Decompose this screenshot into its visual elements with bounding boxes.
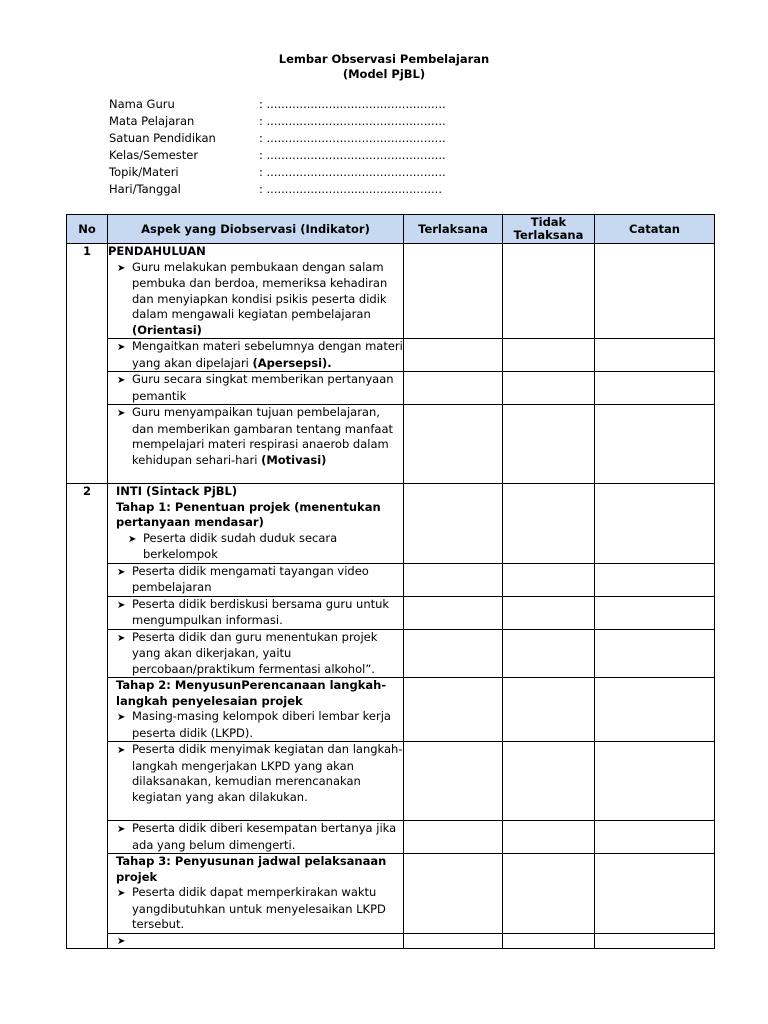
list-item bbox=[108, 405, 403, 468]
catatan-cell[interactable] bbox=[595, 854, 715, 934]
info-label: Mata Pelajaran bbox=[109, 114, 195, 128]
item-text: Guru melakukan pembukaan dengan salam pembuka dan berdoa, memeriksa kehadiran dan menyiapkan kondisi psikis peserta didik dalam mengawali kegiatan pembelajaran bbox=[132, 259, 388, 321]
catatan-cell[interactable] bbox=[595, 821, 715, 854]
table-row bbox=[67, 629, 715, 678]
list-item bbox=[108, 821, 403, 853]
observation-table bbox=[66, 214, 715, 949]
arrowhead-bullet-icon: ➤ bbox=[117, 632, 126, 644]
terlaksana-cell[interactable] bbox=[404, 854, 503, 934]
tidak-terlaksana-cell[interactable] bbox=[503, 563, 595, 596]
table-row bbox=[67, 678, 715, 742]
table-row bbox=[67, 484, 715, 564]
info-row-topik-materi bbox=[109, 164, 446, 181]
aspect-cell bbox=[108, 563, 404, 596]
info-row-satuan-pendidikan bbox=[109, 130, 446, 147]
item-text: Peserta didik mengamati tayangan video pembelajaran bbox=[132, 563, 369, 594]
list-item bbox=[108, 885, 403, 933]
stage-heading: Tahap 1: Penentuan projek (menentukan pertanyaan mendasar) bbox=[116, 499, 381, 529]
terlaksana-cell[interactable] bbox=[404, 742, 503, 821]
info-row-kelas-semester bbox=[109, 147, 446, 164]
row-number: 1 bbox=[67, 244, 108, 484]
aspect-cell bbox=[108, 854, 404, 934]
aspect-cell bbox=[108, 629, 404, 678]
arrowhead-bullet-icon: ➤ bbox=[128, 533, 137, 545]
item-bold-text: (Motivasi) bbox=[261, 452, 327, 467]
tidak-terlaksana-cell[interactable] bbox=[503, 596, 595, 629]
item-text: Peserta didik menyimak kegiatan dan langkah-langkah mengerjakan LKPD yang akan dilaksanakan, kemudian merencanakan kegiatan yang akan dilakukan. bbox=[132, 742, 403, 804]
catatan-cell[interactable] bbox=[595, 742, 715, 821]
aspect-cell bbox=[108, 742, 404, 821]
item-text: Peserta didik sudah duduk secara berkelompok bbox=[143, 530, 338, 561]
list-item bbox=[108, 564, 403, 596]
arrowhead-bullet-icon: ➤ bbox=[117, 262, 126, 274]
arrowhead-bullet-icon: ➤ bbox=[117, 824, 126, 835]
row-number: 2 bbox=[67, 484, 108, 949]
catatan-cell[interactable] bbox=[595, 629, 715, 678]
title-line-2: (Model PjBL) bbox=[342, 67, 426, 81]
aspect-cell bbox=[108, 821, 404, 854]
table-row bbox=[67, 821, 715, 854]
info-value: : ................................................. bbox=[259, 165, 446, 179]
stage-heading: Tahap 3: Penyusunan jadwal pelaksanaan projek bbox=[116, 854, 387, 884]
terlaksana-cell[interactable] bbox=[404, 484, 503, 564]
info-label: Hari/Tanggal bbox=[109, 182, 181, 196]
terlaksana-cell[interactable] bbox=[404, 629, 503, 678]
aspect-cell bbox=[108, 596, 404, 629]
title-line-1: Lembar Observasi Pembelajaran bbox=[278, 52, 490, 66]
catatan-cell[interactable] bbox=[595, 244, 715, 339]
item-text: Peserta didik diberi kesempatan bertanya jika ada yang belum dimengerti. bbox=[132, 821, 397, 852]
arrowhead-bullet-icon: ➤ bbox=[117, 745, 126, 756]
info-label: Topik/Materi bbox=[109, 165, 179, 179]
table-row bbox=[67, 596, 715, 629]
list-item bbox=[108, 742, 403, 805]
header-catatan: Catatan bbox=[595, 215, 715, 244]
document-title bbox=[0, 52, 768, 82]
arrowhead-bullet-icon: ➤ bbox=[117, 935, 126, 947]
info-row-nama-guru bbox=[109, 96, 446, 113]
terlaksana-cell[interactable] bbox=[404, 372, 503, 405]
table-row bbox=[67, 372, 715, 405]
aspect-cell bbox=[108, 484, 404, 564]
item-text: Peserta didik dapat memperkirakan waktu yangdibutuhkan untuk menyelesaikan LKPD tersebut. bbox=[132, 885, 386, 931]
tidak-terlaksana-cell[interactable] bbox=[503, 742, 595, 821]
info-label: Nama Guru bbox=[109, 97, 175, 111]
catatan-cell[interactable] bbox=[595, 563, 715, 596]
header-tidak-line-1: Tidak bbox=[530, 215, 567, 229]
info-row-mata-pelajaran bbox=[109, 113, 446, 130]
header-aspek: Aspek yang Diobservasi (Indikator) bbox=[108, 215, 404, 244]
terlaksana-cell[interactable] bbox=[404, 821, 503, 854]
table-header-row bbox=[67, 215, 715, 244]
item-text: Masing-masing kelompok diberi lembar kerja peserta didik (LKPD). bbox=[132, 709, 391, 740]
tidak-terlaksana-cell[interactable] bbox=[503, 629, 595, 678]
terlaksana-cell[interactable] bbox=[404, 678, 503, 742]
tidak-terlaksana-cell[interactable] bbox=[503, 854, 595, 934]
table-row bbox=[67, 563, 715, 596]
section-heading: INTI (Sintack PjBL) bbox=[116, 484, 238, 498]
header-terlaksana: Terlaksana bbox=[404, 215, 503, 244]
table-row bbox=[67, 854, 715, 934]
tidak-terlaksana-cell[interactable] bbox=[503, 244, 595, 339]
aspect-cell bbox=[108, 244, 404, 339]
arrowhead-bullet-icon: ➤ bbox=[117, 599, 126, 611]
aspect-cell bbox=[108, 339, 404, 372]
item-text: Mengaitkan materi sebelumnya dengan materi yang akan dipelajari bbox=[132, 339, 403, 370]
aspect-cell bbox=[108, 372, 404, 405]
arrowhead-bullet-icon: ➤ bbox=[117, 342, 126, 353]
info-value: : ................................................. bbox=[259, 97, 446, 111]
item-text: Peserta didik berdiskusi bersama guru untuk mengumpulkan informasi. bbox=[132, 596, 390, 627]
list-item bbox=[108, 630, 403, 678]
arrowhead-bullet-icon: ➤ bbox=[117, 408, 126, 419]
tidak-terlaksana-cell[interactable] bbox=[503, 678, 595, 742]
aspect-cell bbox=[108, 405, 404, 484]
table-row bbox=[67, 244, 715, 339]
tidak-terlaksana-cell[interactable] bbox=[503, 339, 595, 372]
header-tidak-terlaksana bbox=[503, 215, 595, 244]
item-bold-text: (Orientasi) bbox=[132, 322, 202, 337]
arrowhead-bullet-icon: ➤ bbox=[117, 566, 126, 578]
list-item bbox=[108, 597, 403, 629]
tidak-terlaksana-cell[interactable] bbox=[503, 933, 595, 948]
info-label: Satuan Pendidikan bbox=[109, 131, 216, 145]
table-row bbox=[67, 742, 715, 821]
info-value: : ................................................. bbox=[259, 114, 446, 128]
terlaksana-cell[interactable] bbox=[404, 563, 503, 596]
table-row bbox=[67, 339, 715, 372]
catatan-cell[interactable] bbox=[595, 372, 715, 405]
tidak-terlaksana-cell[interactable] bbox=[503, 821, 595, 854]
catatan-cell[interactable] bbox=[595, 678, 715, 742]
info-label: Kelas/Semester bbox=[109, 148, 199, 162]
info-value: : ................................................. bbox=[259, 131, 446, 145]
list-item bbox=[108, 339, 403, 371]
catatan-cell[interactable] bbox=[595, 339, 715, 372]
list-item bbox=[108, 372, 403, 404]
arrowhead-bullet-icon: ➤ bbox=[117, 712, 126, 723]
catatan-cell[interactable] bbox=[595, 596, 715, 629]
item-text: Guru secara singkat memberikan pertanyaan pemantik bbox=[132, 372, 394, 403]
arrowhead-bullet-icon: ➤ bbox=[117, 888, 126, 899]
catatan-cell[interactable] bbox=[595, 405, 715, 484]
arrowhead-bullet-icon: ➤ bbox=[117, 375, 126, 386]
catatan-cell[interactable] bbox=[595, 933, 715, 948]
list-item bbox=[108, 709, 403, 741]
info-row-hari-tanggal bbox=[109, 181, 446, 198]
header-no: No bbox=[67, 215, 108, 244]
terlaksana-cell[interactable] bbox=[404, 244, 503, 339]
item-text: Guru menyampaikan tujuan pembelajaran, dan memberikan gambaran tentang manfaat mempelajari materi respirasi anaerob dalam kehidupan sehari-hari bbox=[132, 405, 393, 467]
terlaksana-cell[interactable] bbox=[404, 933, 503, 948]
info-value: : ................................................ bbox=[259, 182, 442, 196]
tidak-terlaksana-cell[interactable] bbox=[503, 405, 595, 484]
item-text: Peserta didik dan guru menentukan projek yang akan dikerjakan, yaitu percobaan/praktikum fermentasi alkohol”. bbox=[132, 629, 378, 676]
terlaksana-cell[interactable] bbox=[404, 596, 503, 629]
info-value: : ................................................. bbox=[259, 148, 446, 162]
table-row bbox=[67, 933, 715, 948]
aspect-cell bbox=[108, 933, 404, 948]
header-tidak-line-2: Terlaksana bbox=[513, 228, 584, 242]
terlaksana-cell[interactable] bbox=[404, 339, 503, 372]
item-bold-text: (Apersepsi). bbox=[252, 355, 332, 370]
table-row bbox=[67, 405, 715, 484]
aspect-cell bbox=[108, 678, 404, 742]
terlaksana-cell[interactable] bbox=[404, 405, 503, 484]
section-heading: PENDAHULUAN bbox=[108, 244, 206, 258]
list-item bbox=[108, 260, 403, 339]
tidak-terlaksana-cell[interactable] bbox=[503, 372, 595, 405]
tidak-terlaksana-cell[interactable] bbox=[503, 484, 595, 564]
list-item bbox=[108, 531, 403, 563]
list-item bbox=[108, 934, 403, 948]
catatan-cell[interactable] bbox=[595, 484, 715, 564]
stage-heading: Tahap 2: MenyusunPerencanaan langkah-langkah penyelesaian projek bbox=[116, 678, 387, 708]
identity-fields bbox=[109, 96, 446, 198]
